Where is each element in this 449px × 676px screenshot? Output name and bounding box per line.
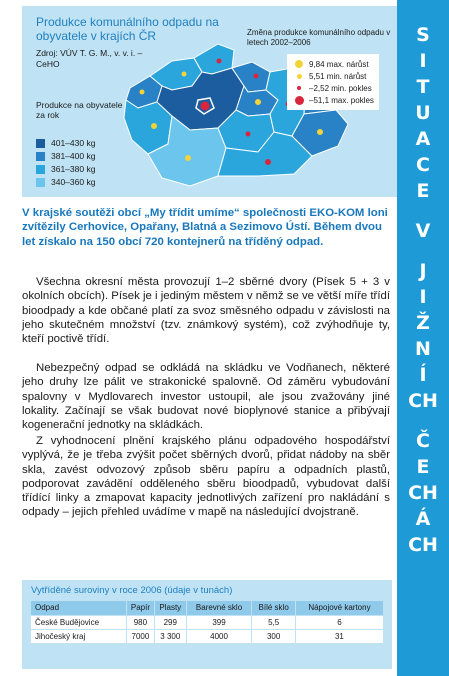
legend-item <box>36 150 136 162</box>
legend-swatch <box>36 178 45 187</box>
side-title-letter: A <box>415 128 431 150</box>
change-legend-label: –51,1 max. pokles <box>309 95 374 105</box>
side-title-letter: N <box>415 338 431 360</box>
map-marker-yellow <box>317 129 323 135</box>
legend-label: 401–430 kg <box>51 138 96 148</box>
side-title-letter: U <box>415 102 431 124</box>
change-caption: Změna produkce komunálního odpadu v letech 2002–2006 <box>247 28 391 47</box>
change-legend-item <box>293 58 375 70</box>
map-marker-yellow <box>185 155 191 161</box>
article-lead: V krajské soutěži obcí „My třídit umíme“ společnosti EKO-KOM loni zvítězily Cerhovice, Opařany, Blatná a Sezimovo Ústí. Během dvou let získalo na 150 obcí 720 kontejnerů na tříděný odpad. <box>22 207 388 248</box>
side-title-letter: Í <box>419 364 427 386</box>
table-header-row <box>31 601 384 615</box>
article-paragraph: Nebezpečný odpad se odkládá na skládku ve Vodňanech, některé jeho druhy lze pálit ve strakonické spalovně. Od záměru vybudování spalovny v Mydlovarech investor ustoupil, ale jsou zvažovány jiné lokality. Začínají se však budovat nové bioplynové stanice a přibývají kogenerační jednotky na skládkách. <box>22 362 390 432</box>
legend-label: 361–380 kg <box>51 164 96 174</box>
side-title-letter: CH <box>408 390 438 412</box>
side-title-letter: S <box>416 24 430 46</box>
change-legend-label: –2,52 min. pokles <box>309 83 372 93</box>
map-marker-red <box>217 59 222 64</box>
table-cell: 399 <box>186 615 252 629</box>
legend-swatch <box>36 139 45 148</box>
table-cell: České Budějovice <box>31 615 126 629</box>
change-legend-item <box>293 94 375 106</box>
table-header: Nápojové kartony <box>295 601 383 615</box>
side-title-letter: Á <box>415 508 431 530</box>
legend-label: 340–360 kg <box>51 177 96 187</box>
change-legend-label: 9,84 max. nárůst <box>309 59 369 69</box>
side-title-letter: T <box>416 76 430 98</box>
map-marker-yellow <box>140 90 145 95</box>
legend-item <box>36 137 136 149</box>
side-title-letter: V <box>415 220 431 242</box>
small-red-dot-icon <box>293 86 305 90</box>
sorted-materials-table-box <box>22 580 392 669</box>
table-row <box>31 629 384 643</box>
change-legend-item <box>293 70 375 82</box>
table-header: Plasty <box>154 601 186 615</box>
table-cell: 7000 <box>126 629 154 643</box>
map-marker-red <box>265 159 271 165</box>
article-paragraph: Z vyhodnocení plnění krajského plánu odpadového hospodářství vyplývá, že je třeba zvýšit počet sběrných dvorů, přidat nádoby na sběr skla, zavést odvozový způsob sběru papíru a odpadních plastů, podporovat zavádění odděleného sběru bioodpadů, vybudovat další třídící linky a zmapovat kapacity jednotlivých zařízení pro nakládání s odpady – jejich přehled uvádíme v mapě na následující dvojstraně. <box>22 435 390 519</box>
side-title-letter: Č <box>416 430 430 452</box>
side-title-letter: C <box>416 154 430 176</box>
small-yellow-dot-icon <box>293 74 305 79</box>
table-cell: 5,5 <box>252 615 295 629</box>
production-legend <box>36 137 136 189</box>
sorted-materials-table <box>31 601 384 643</box>
map-marker-yellow <box>182 72 187 77</box>
side-title-letter: E <box>416 456 430 478</box>
map-marker-red <box>201 102 210 111</box>
legend-caption: Produkce na obyvatele za rok <box>36 100 123 120</box>
legend-swatch <box>36 165 45 174</box>
table-cell: 4000 <box>186 629 252 643</box>
change-legend-item <box>293 82 375 94</box>
table-header: Bílé sklo <box>252 601 295 615</box>
table-cell: 31 <box>295 629 383 643</box>
table-cell: 980 <box>126 615 154 629</box>
side-title-letter: CH <box>408 482 438 504</box>
table-cell: 6 <box>295 615 383 629</box>
legend-item <box>36 176 136 188</box>
side-title-band <box>397 0 449 676</box>
map-title: Produkce komunálního odpadu na obyvatele v krajích ČR <box>36 15 219 43</box>
table-title: Vytříděné suroviny v roce 2006 (údaje v tunách) <box>31 585 233 596</box>
table-row <box>31 615 384 629</box>
large-yellow-dot-icon <box>293 60 305 68</box>
map-marker-red <box>246 132 251 137</box>
side-title-letter: I <box>419 50 427 72</box>
side-title-letter: E <box>416 180 430 202</box>
side-title-letter: CH <box>408 534 438 556</box>
side-title-letter: J <box>419 260 427 282</box>
map-marker-yellow <box>255 99 261 105</box>
table-cell: 300 <box>252 629 295 643</box>
map-figure <box>22 6 397 197</box>
large-red-dot-icon <box>293 96 305 105</box>
table-header: Odpad <box>31 601 126 615</box>
side-title-letter: I <box>419 286 427 308</box>
map-source: Zdroj: VÚV T. G. M., v. v. i. – CeHO <box>36 48 143 69</box>
table-header: Papír <box>126 601 154 615</box>
table-header: Barevné sklo <box>186 601 252 615</box>
legend-item <box>36 163 136 175</box>
change-legend <box>287 54 379 110</box>
side-title <box>397 22 449 558</box>
legend-label: 381–400 kg <box>51 151 96 161</box>
article-paragraph: Všechna okresní města provozují 1–2 sběrné dvory (Písek 5 + 3 v okolních obcích). Písek je i jediným městem v němž se ve větší míře třídí bioodpady a kde občané platí za svoz směsného odpadu v závislosti na jeho skutečném množství (tzv. známkový systém), což zvýhodňuje ty, kteří poctivě třídí. <box>22 276 390 346</box>
table-cell: 299 <box>154 615 186 629</box>
legend-swatch <box>36 152 45 161</box>
map-marker-red <box>254 74 259 79</box>
table-cell: Jihočeský kraj <box>31 629 126 643</box>
map-marker-yellow <box>151 123 157 129</box>
side-title-letter: Ž <box>416 312 430 334</box>
change-legend-label: 5,51 min. nárůst <box>309 71 367 81</box>
table-cell: 3 300 <box>154 629 186 643</box>
